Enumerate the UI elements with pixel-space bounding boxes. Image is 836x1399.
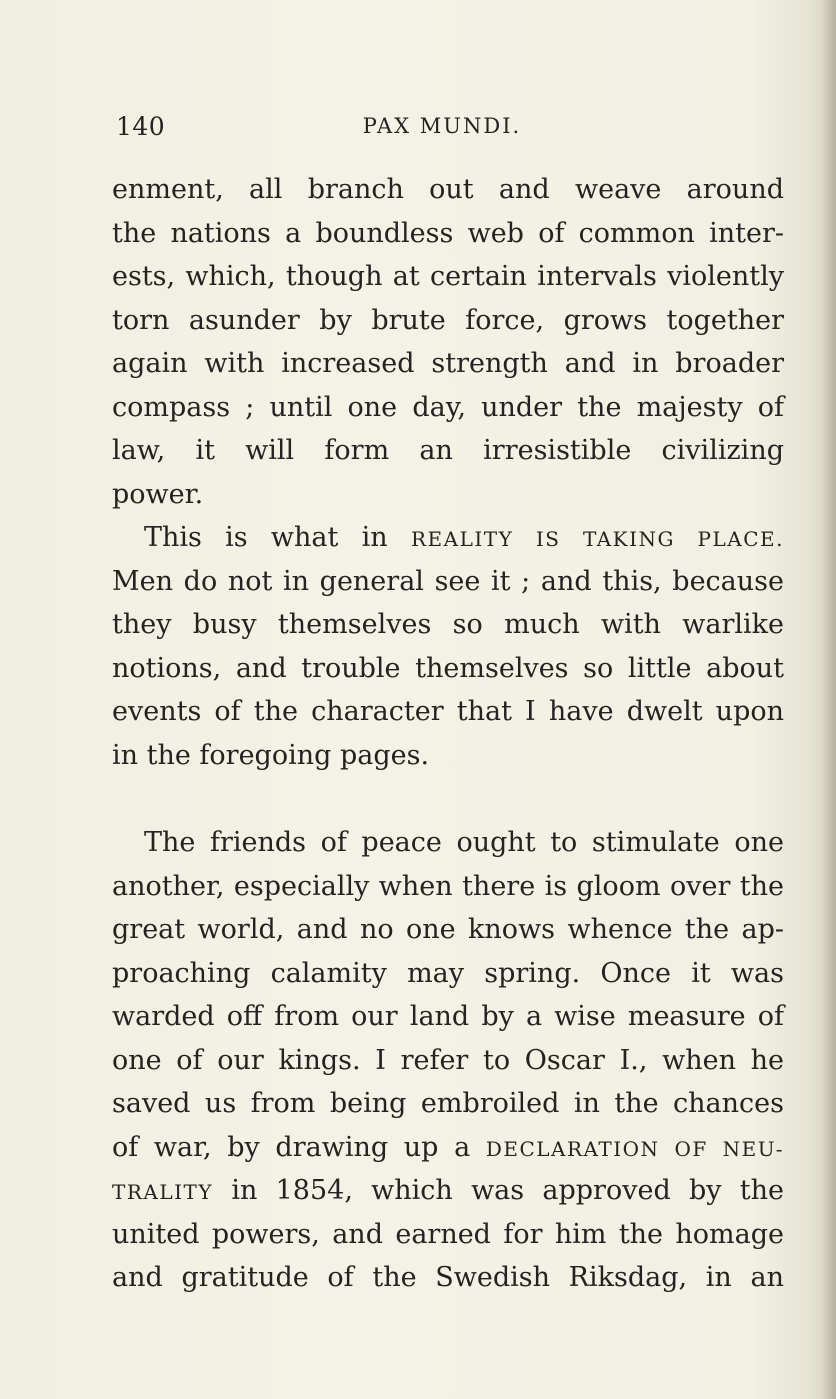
body-text — [112, 168, 784, 1300]
text-line: law, it will form an irresistible civilizing — [112, 435, 784, 466]
text-line: warded off from our land by a wise measure of — [112, 1001, 784, 1032]
page-number: 140 — [116, 112, 166, 141]
text-line: Men do not in general see it ; and this, because — [112, 565, 784, 597]
text-line: saved us from being embroiled in the chances — [112, 1088, 784, 1119]
page-edge-shadow — [822, 0, 836, 1399]
text-line: torn asunder by brute force, grows together — [112, 304, 784, 336]
text-line: notions, and trouble themselves so little about — [112, 652, 784, 684]
small-caps-text: DECLARATION OF NEU- — [485, 1136, 784, 1161]
text-line: united powers, and earned for him the homage — [112, 1218, 784, 1250]
page-header — [112, 112, 772, 148]
small-caps-text: TRALITY — [112, 1180, 214, 1204]
text-line: compass ; until one day, under the majesty of — [112, 391, 784, 423]
text-line: another, especially when there is gloom over the — [112, 870, 784, 902]
text-line: power. — [112, 478, 204, 510]
text-line — [112, 1126, 784, 1170]
text-line: and gratitude of the Swedish Riksdag, in an — [112, 1262, 784, 1293]
text-line: they busy themselves so much with warlike — [112, 609, 784, 640]
text-line: enment, all branch out and weave around — [112, 174, 784, 205]
text-segment: of war, by drawing up a — [112, 1131, 471, 1163]
text-segment: This is what in — [144, 522, 388, 553]
text-line: great world, and no one knows whence the ap- — [112, 914, 784, 945]
text-segment: in 1854, which was approved by the — [231, 1175, 784, 1206]
text-line: one of our kings. I refer to Oscar I., when he — [112, 1044, 784, 1076]
text-line: proaching calamity may spring. Once it was — [112, 957, 784, 989]
text-line: ests, which, though at certain intervals violently — [112, 261, 784, 292]
text-line: The friends of peace ought to stimulate one — [144, 827, 784, 858]
text-line: in the foregoing pages. — [112, 739, 430, 771]
small-caps-text: REALITY IS TAKING PLACE. — [410, 527, 784, 551]
text-line — [112, 1169, 784, 1213]
text-line — [112, 516, 784, 560]
text-line: the nations a boundless web of common inter- — [112, 217, 784, 249]
section-break — [112, 777, 784, 821]
running-title: PAX MUNDI. — [362, 114, 522, 138]
text-line: events of the character that I have dwelt upon — [112, 696, 784, 727]
text-line: again with increased strength and in broader — [112, 348, 784, 379]
